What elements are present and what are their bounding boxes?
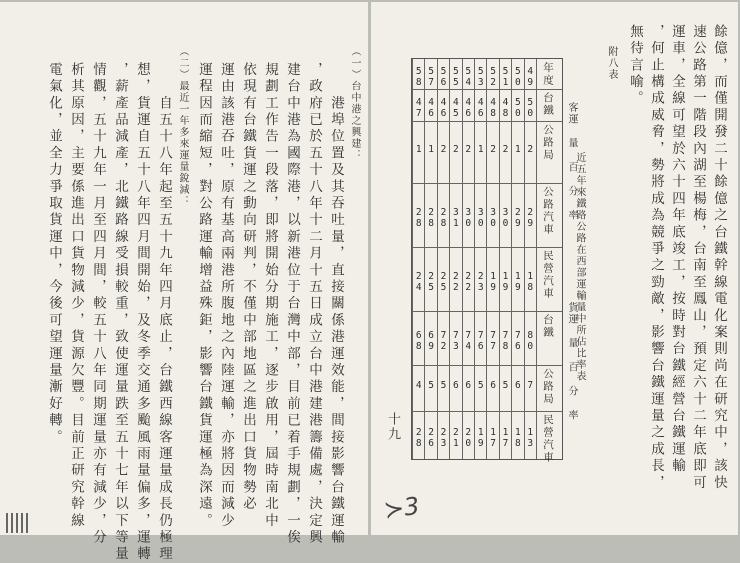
table-cell: 1 — [475, 144, 487, 155]
table-cell: 20 — [462, 427, 474, 449]
table-cell: 68 — [413, 330, 425, 352]
table-cell: 2 — [487, 144, 499, 155]
table-cell: 19 — [512, 271, 524, 293]
right-page — [371, 2, 738, 535]
table-cell: 19 — [500, 271, 511, 293]
table-header-cell: 公路局 — [542, 124, 554, 162]
table-cell: 17 — [500, 427, 511, 449]
body-text-column: 運車，全線可望於六十四年底竣工，按時對台鐵經營台鐵運輸 — [669, 24, 685, 475]
table-cell: 45 — [450, 97, 462, 119]
table-cell: 30 — [487, 207, 499, 229]
table-cell: 13 — [524, 427, 536, 449]
table-rule — [412, 59, 413, 459]
body-text-column: ，薪產品減產，北鐵路線受損較重，致使運量跌至五十七年以下等量 — [112, 62, 128, 563]
body-text-column: 依現有台鐵貨運之動向研判，不僅中部地區之進出口貨物勢必 — [240, 62, 256, 513]
table-rule — [499, 59, 500, 459]
table-cell: 52 — [487, 66, 499, 88]
table-cell: 28 — [413, 207, 425, 229]
table-cell: 2 — [462, 144, 474, 155]
table-cell: 28 — [425, 207, 437, 229]
table-cell: 57 — [425, 66, 437, 88]
table-cell: 18 — [512, 427, 524, 449]
table-header-cell: 公路局 — [542, 368, 554, 406]
table-cell: 46 — [438, 97, 449, 119]
table-cell: 17 — [487, 427, 499, 449]
handwritten-mark: ≻3 — [382, 491, 422, 525]
left-page — [0, 2, 368, 563]
table-cell: 6 — [462, 380, 474, 391]
table-cell: 76 — [475, 330, 487, 352]
table-title: 近五年來鐵路公路在西部運輸量中所佔比率表 — [574, 152, 585, 382]
table-cell: 7 — [524, 380, 536, 391]
table-cell: 46 — [475, 97, 487, 119]
body-text-column: 自五十八年起至五十九年四月底止，台鐵西線客運量成長仍極理 — [156, 62, 172, 563]
freight-group-header: 貨運 量 百 分 率 — [566, 302, 577, 421]
table-cell: 23 — [438, 427, 449, 449]
table-header-cell: 年度 — [542, 62, 554, 87]
table-cell: 29 — [524, 207, 536, 229]
table-cell: 25 — [425, 271, 437, 293]
table-cell: 25 — [438, 271, 449, 293]
table-header-cell: 民營汽車 — [542, 414, 554, 464]
table-rule — [474, 59, 475, 459]
table-cell: 4 — [413, 380, 425, 391]
table-rule — [449, 59, 450, 459]
body-text-column: 情觀，五十九年一月至四月間，較五十八年同期運量亦有減少，分 — [90, 62, 106, 547]
table-cell: 69 — [425, 330, 437, 352]
table-cell: 22 — [462, 271, 474, 293]
body-text-column: 餘億，而僅開發二十餘億之台鐵幹線電化案則尚在研究中，該快 — [711, 24, 727, 492]
table-cell: 48 — [500, 97, 511, 119]
body-text-column: 析其原因，主要係進出口貨物減少，貨源欠豐。目前正研究幹線 — [68, 62, 84, 530]
table-cell: 73 — [450, 330, 462, 352]
table-cell: 47 — [413, 97, 425, 119]
table-cell: 46 — [462, 97, 474, 119]
table-cell: 2 — [450, 144, 462, 155]
table-cell: 2 — [500, 144, 511, 155]
table-cell: 6 — [450, 380, 462, 391]
table-cell: 55 — [450, 66, 462, 88]
table-rule — [536, 59, 537, 459]
table-cell: 5 — [425, 380, 437, 391]
table-cell: 6 — [487, 380, 499, 391]
body-text-column: 想，貨運自五十八年四月間開始，及冬季交通多颱風雨量偏多，運轉 — [134, 62, 150, 563]
body-text-column: 運由該港吞吐，原有基高兩港所腹地之內陸運輸，亦將因而減少 — [218, 62, 234, 530]
table-header-cell: 民營汽車 — [542, 250, 554, 300]
table-cell: 56 — [438, 66, 449, 88]
table-cell: 24 — [413, 271, 425, 293]
body-text-column: 電氣化，並全力爭取貨運中，今後可望運量漸好轉。 — [46, 62, 62, 447]
table-cell: 78 — [500, 330, 511, 352]
table-cell: 54 — [462, 66, 474, 88]
table-rule — [511, 59, 512, 459]
table-cell: 31 — [450, 207, 462, 229]
table-cell: 5 — [500, 380, 511, 391]
body-text-column: 建台中港為國際港，以新港位于台灣中部，目前已着手規劃，一俟 — [284, 62, 300, 547]
table-cell: 5 — [438, 380, 449, 391]
table-cell: 49 — [524, 66, 536, 88]
table-cell: 26 — [425, 427, 437, 449]
table-cell: 80 — [524, 330, 536, 352]
page-number: 十九 — [385, 412, 400, 442]
table-caption: 附八表 — [606, 46, 617, 81]
table-header-cell: 公路汽車 — [542, 186, 554, 236]
table-cell: 46 — [425, 97, 437, 119]
table-cell: 28 — [438, 207, 449, 229]
table-cell: 30 — [462, 207, 474, 229]
table-cell: 77 — [487, 330, 499, 352]
table-cell: 74 — [462, 330, 474, 352]
section-heading: （一）台中港之興建： — [349, 46, 360, 161]
table-cell: 30 — [475, 207, 487, 229]
table-cell: 6 — [512, 380, 524, 391]
table-cell: 72 — [438, 330, 449, 352]
table-cell: 5 — [475, 380, 487, 391]
table-cell: 1 — [425, 144, 437, 155]
table-cell: 76 — [512, 330, 524, 352]
table-rule — [437, 59, 438, 459]
table-cell: 30 — [500, 207, 511, 229]
table-cell: 48 — [487, 97, 499, 119]
table-cell: 51 — [500, 66, 511, 88]
table-header-cell: 台鐵 — [542, 92, 554, 117]
table-cell: 50 — [512, 66, 524, 88]
body-text-column: ，政府已於五十八年十二月十五日成立台中港建港籌備處，決定興 — [306, 62, 322, 547]
body-text-column: ，何止構成威脅，勢將成為競爭之勁敵，影響台鐵運量之成長， — [648, 24, 664, 492]
table-rule — [424, 59, 425, 459]
table-cell: 1 — [413, 144, 425, 155]
section-heading: （二）最近一年多來運量銳減： — [177, 46, 188, 207]
table-cell: 53 — [475, 66, 487, 88]
body-text-column: 速公路第一階段內湖至楊梅，台南至鳳山，預定六十二年底即可 — [690, 24, 706, 492]
body-text-column: 規劃工作告一段落，即將開始分期施工，逐步啟用，屆時南北中 — [262, 62, 278, 530]
table-cell: 28 — [413, 427, 425, 449]
table-rule — [462, 59, 463, 459]
body-text-column: 無待言喻。 — [627, 24, 643, 108]
body-text-column: 運程因而縮短，對公路運輸增益殊鉅，影響台鐵貨運極為深遠。 — [196, 62, 212, 530]
table-cell: 2 — [438, 144, 449, 155]
passenger-group-header: 客運 量 百 分 率 — [566, 102, 577, 221]
table-cell: 50 — [524, 97, 536, 119]
table-cell: 21 — [450, 427, 462, 449]
table-rule — [486, 59, 487, 459]
margin-barcode-marks — [6, 513, 34, 533]
table-cell: 2 — [524, 144, 536, 155]
table-cell: 18 — [524, 271, 536, 293]
table-cell: 23 — [475, 271, 487, 293]
table-cell: 1 — [512, 144, 524, 155]
transport-share-table — [411, 58, 563, 464]
table-cell: 58 — [413, 66, 425, 88]
table-cell: 19 — [475, 427, 487, 449]
table-cell: 50 — [512, 97, 524, 119]
table-cell: 22 — [450, 271, 462, 293]
table-cell: 19 — [487, 271, 499, 293]
table-cell: 29 — [512, 207, 524, 229]
table-header-cell: 台鐵 — [542, 314, 554, 339]
table-rule — [524, 59, 525, 459]
body-text-column: 港埠位置及其吞吐量，直接關係港運效能，間接影響台鐵運輸 — [328, 62, 344, 547]
